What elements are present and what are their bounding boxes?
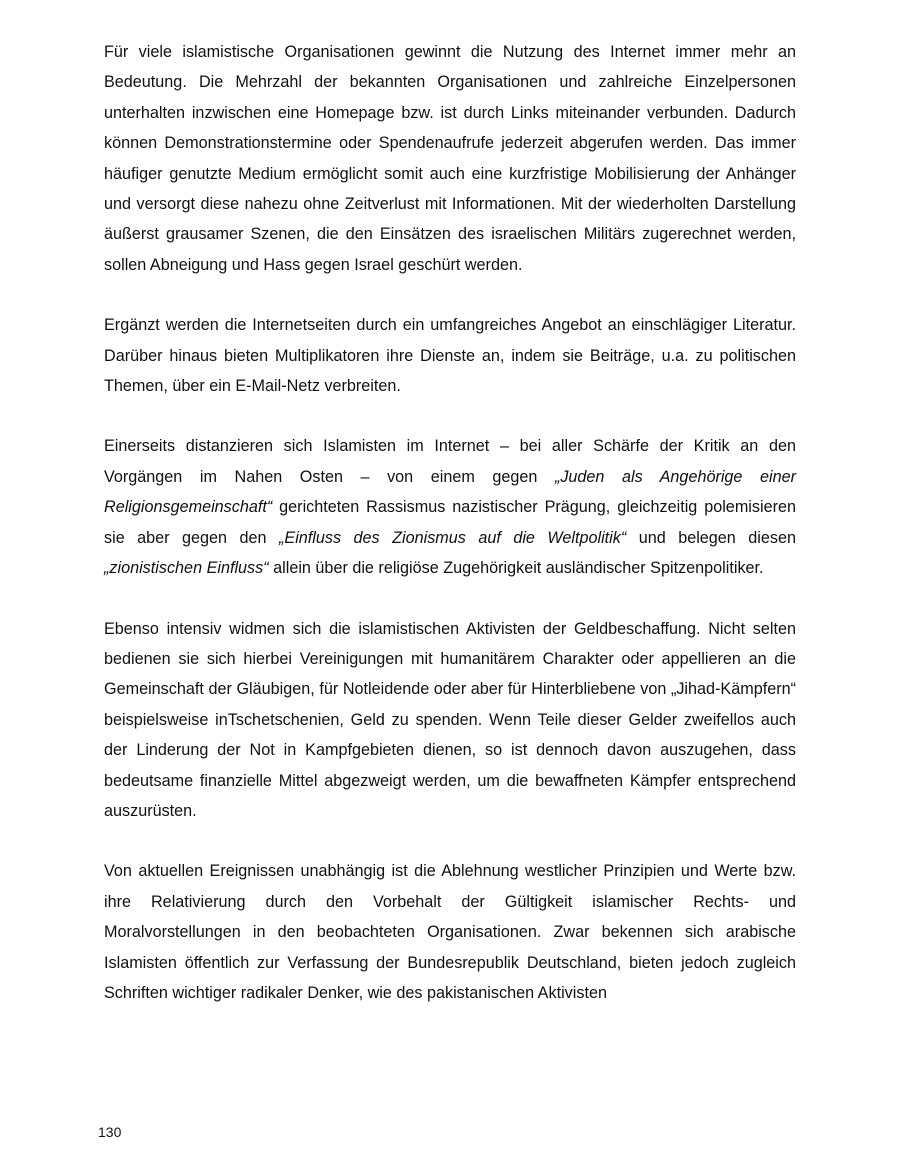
paragraph [104,37,796,280]
paragraph [104,614,796,827]
paragraph-text: Einerseits distanzieren sich Islamisten im Internet – bei aller Schärfe der Kritik an den Vorgängen im Nahen Osten – von einem gegen [104,437,796,486]
paragraph [104,310,796,401]
quoted-phrase: „Einfluss des Zionismus auf die Weltpolitik“ [279,528,627,547]
quoted-phrase: „zionistischen Einfluss“ [104,559,269,578]
document-body [104,37,796,1038]
page-number: 130 [98,1124,122,1140]
paragraph [104,856,796,1008]
quoted-phrase: „Juden als Angehörige einer Religionsgemeinschaft“ [104,467,796,517]
paragraph-text: Von aktuellen Ereignissen unabhängig ist die Ablehnung westlicher Prinzipien und Werte bzw. ihre Relativierung durch den Vorbehalt der Gültigkeit islamischer Rechts- und Moralvorstellungen in den beobachteten Organisationen. Zwar bekennen sich arabische Islamisten öffentlich zur Verfassung der Bundesrepublik Deutschland, bieten jedoch zugleich Schriften wichtiger radikaler Denker, wie des pakistanischen Aktivisten [104,862,796,1002]
paragraph-text: gerichteten Rassismus nazistischer Prägung, gleichzeitig polemisieren sie aber gegen den [104,498,796,547]
paragraph-text: und belegen diesen [626,528,796,547]
paragraph [104,431,796,583]
paragraph-text: Ebenso intensiv widmen sich die islamistischen Aktivisten der Geldbeschaffung. Nicht selten bedienen sie sich hierbei Vereinigungen mit humanitärem Charakter oder appellieren an die Gemeinschaft der Gläubigen, für Notleidende oder aber für Hinterbliebene von „Jihad-Kämpfern“ beispielsweise inTschetschenien, Geld zu spenden. Wenn Teile dieser Gelder zweifellos auch der Linderung der Not in Kampfgebieten dienen, so ist dennoch davon auszugehen, dass bedeutsame finanzielle Mittel abgezweigt werden, um die bewaffneten Kämpfer entsprechend auszurüsten. [104,619,796,820]
paragraph-text: Für viele islamistische Organisationen gewinnt die Nutzung des Internet immer mehr an Bedeutung. Die Mehrzahl der bekannten Organisationen und zahlreiche Einzelpersonen unterhalten inzwischen eine Homepage bzw. ist durch Links miteinander verbunden. Dadurch können Demonstrationstermine oder Spendenaufrufe jederzeit abgerufen werden. Das immer häufiger genutzte Medium ermöglicht somit auch eine kurzfristige Mobilisierung der Anhänger und versorgt diese nahezu ohne Zeitverlust mit Informationen. Mit der wiederholten Darstellung äußerst grausamer Szenen, die den Einsätzen des israelischen Militärs zugerechnet werden, sollen Abneigung und Hass gegen Israel geschürt werden. [104,43,796,274]
paragraph-text: Ergänzt werden die Internetseiten durch ein umfangreiches Angebot an einschlägiger Literatur. Darüber hinaus bieten Multiplikatoren ihre Dienste an, indem sie Beiträge, u.a. zu politischen Themen, über ein E-Mail-Netz verbreiten. [104,316,796,396]
paragraph-text: allein über die religiöse Zugehörigkeit ausländischer Spitzenpolitiker. [268,559,764,578]
